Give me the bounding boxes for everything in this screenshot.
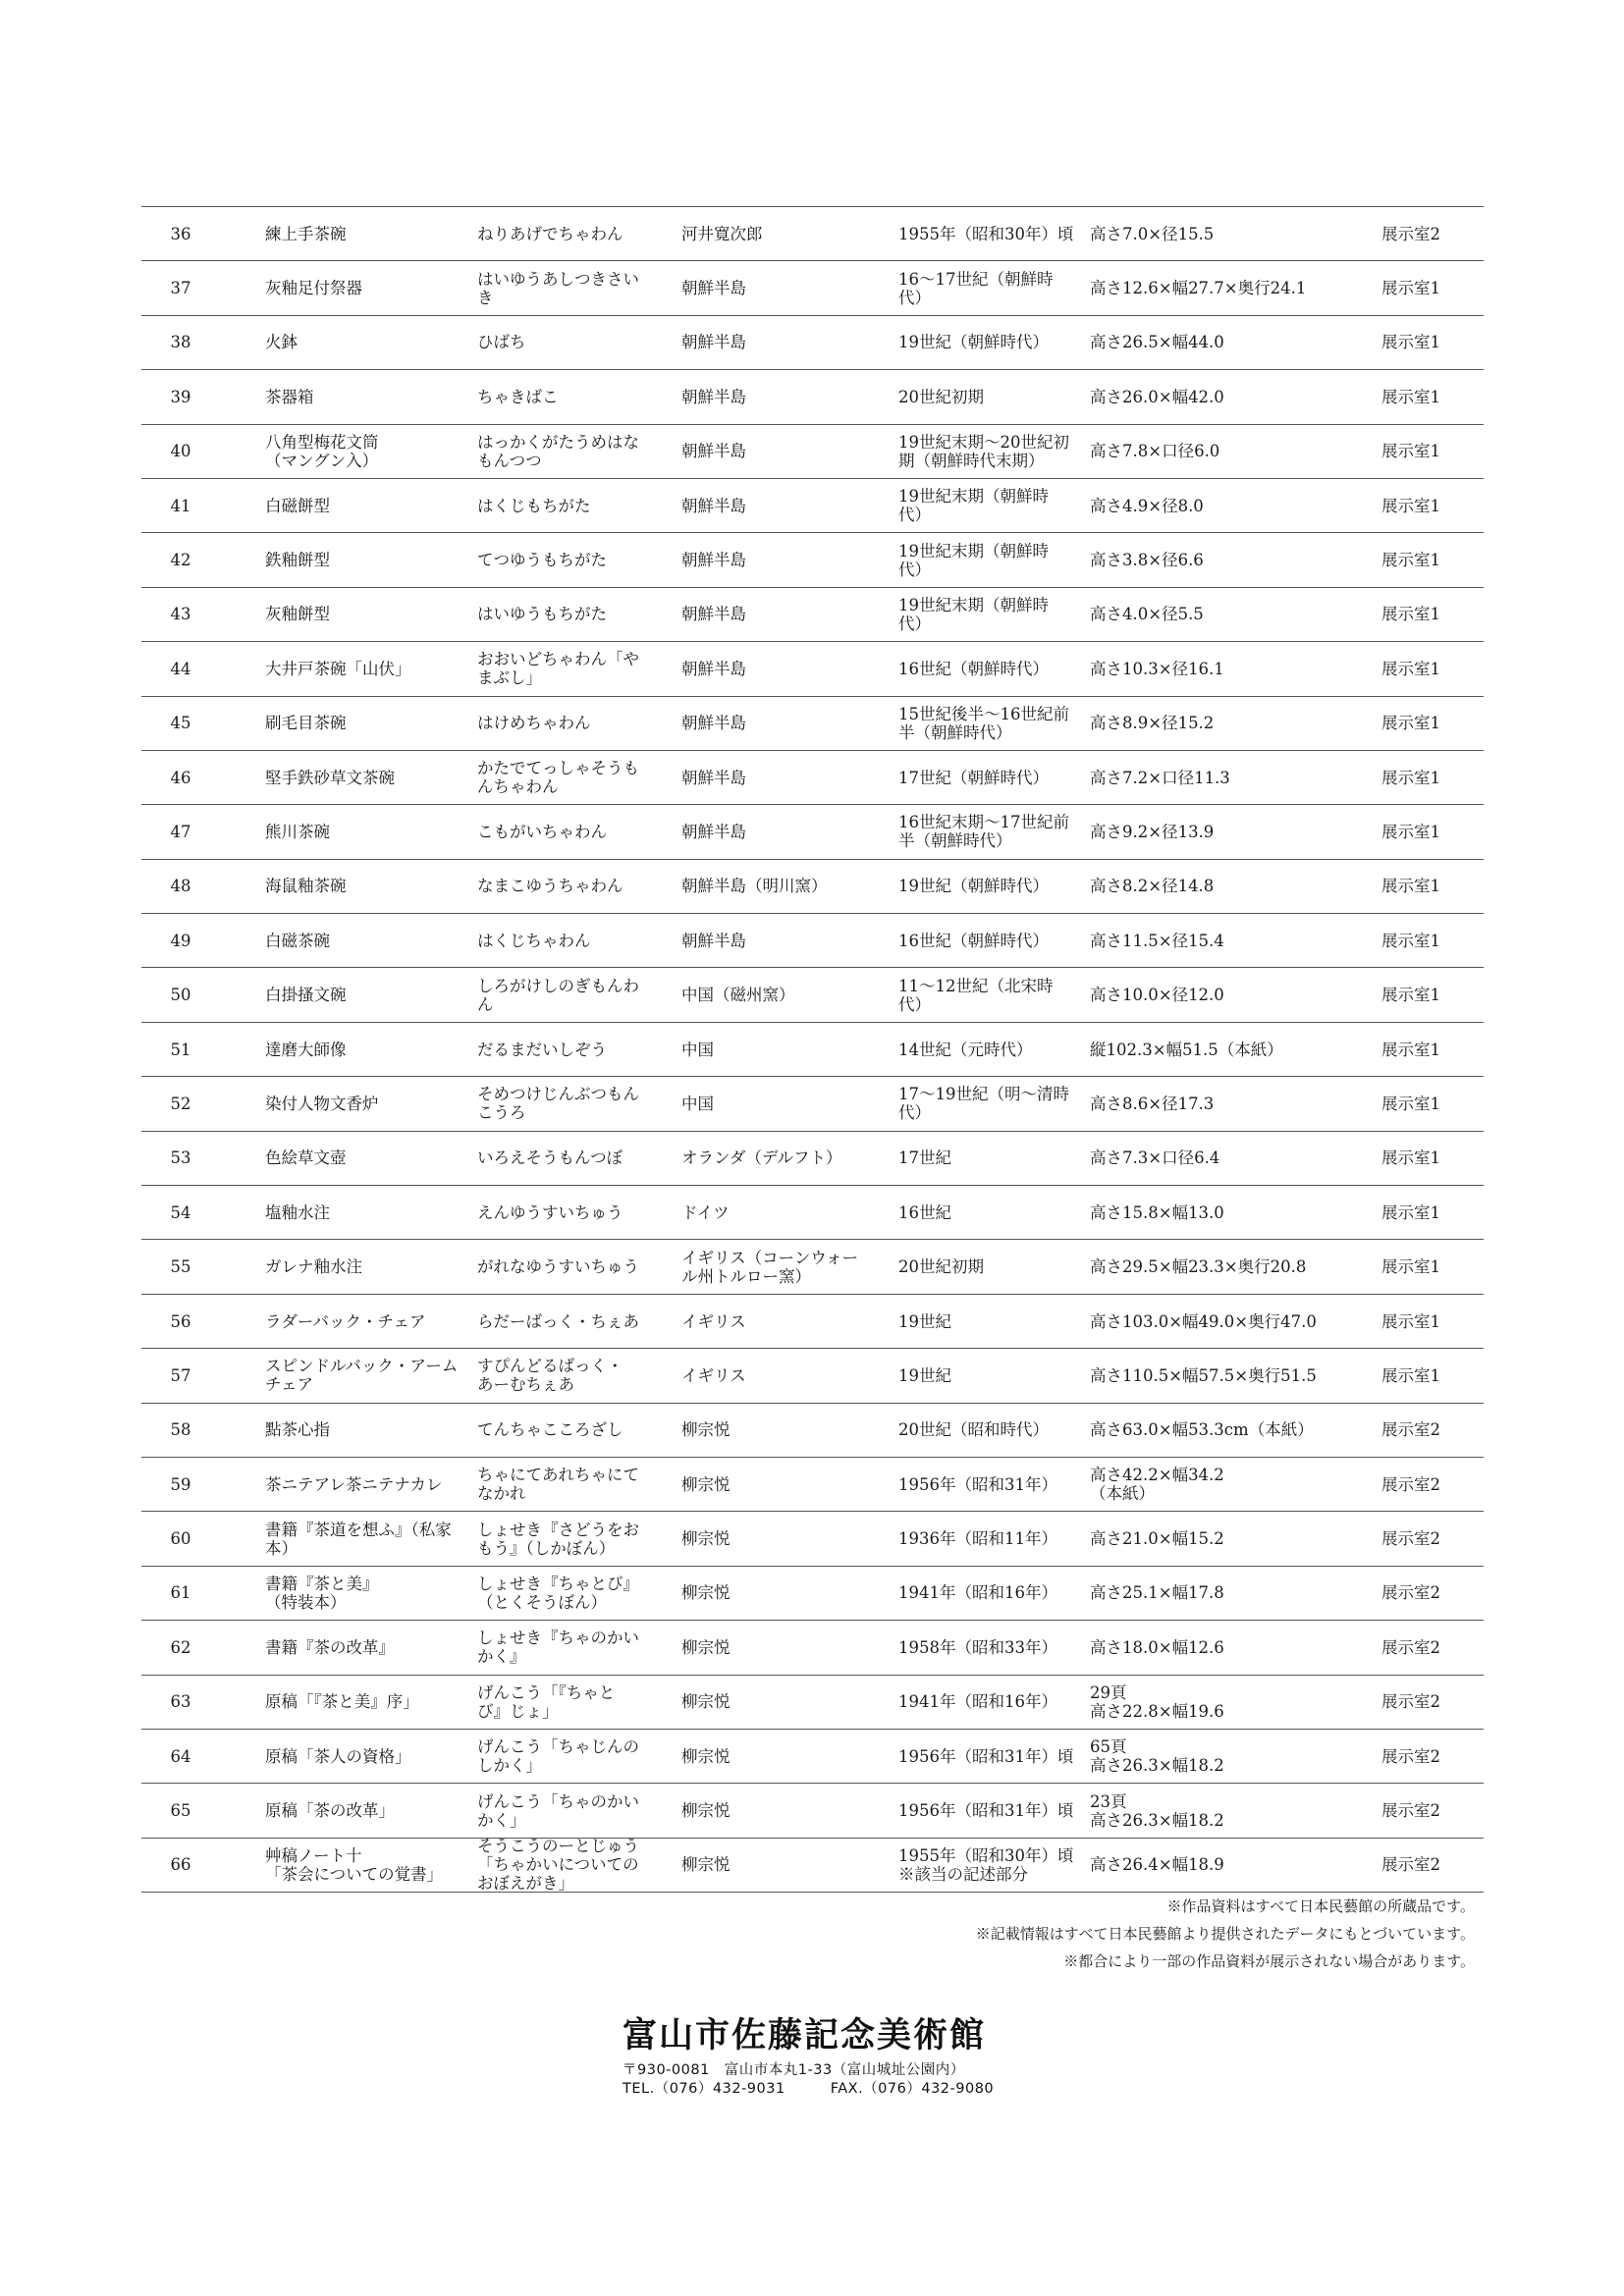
item-title: 染付人物文香炉 [265, 1094, 379, 1113]
table-row [141, 1676, 1484, 1730]
item-number: 39 [170, 387, 191, 406]
table-row [141, 207, 1484, 261]
item-era: 14世紀（元時代） [898, 1040, 1033, 1059]
item-origin: 柳宗悦 [681, 1420, 731, 1440]
item-exhibition-room: 展示室2 [1381, 1746, 1440, 1766]
table-row [141, 1621, 1484, 1675]
item-reading: しょせき『さどうをお もう』（しかぼん） [477, 1520, 639, 1558]
item-origin: 朝鮮半島 [681, 333, 746, 352]
item-dimensions: 65頁 高さ26.3×幅18.2 [1090, 1737, 1224, 1776]
item-dimensions: 23頁 高さ26.3×幅18.2 [1090, 1791, 1224, 1830]
item-exhibition-room: 展示室1 [1381, 768, 1440, 787]
item-number: 54 [170, 1202, 191, 1222]
item-origin: 柳宗悦 [681, 1529, 731, 1549]
item-number: 52 [170, 1094, 191, 1113]
item-era: 15世紀後半〜16世紀前 半（朝鮮時代） [898, 704, 1069, 742]
item-reading: こもがいちゃわん [477, 822, 607, 841]
item-exhibition-room: 展示室1 [1381, 605, 1440, 624]
table-row [141, 1132, 1484, 1186]
item-origin: 柳宗悦 [681, 1692, 731, 1712]
item-era: 19世紀（朝鮮時代） [898, 877, 1049, 896]
item-reading: すぴんどるばっく・ あーむちぇあ [477, 1357, 623, 1395]
item-title: 火鉢 [265, 333, 298, 352]
item-exhibition-room: 展示室1 [1381, 333, 1440, 352]
item-exhibition-room: 展示室1 [1381, 714, 1440, 733]
item-origin: 柳宗悦 [681, 1637, 731, 1657]
museum-name: 富山市佐藤記念美術館 [623, 2015, 987, 2056]
table-row [141, 1186, 1484, 1240]
item-reading: いろえそうもんつぼ [477, 1148, 623, 1168]
item-era: 17世紀 [898, 1148, 951, 1168]
item-exhibition-room: 展示室1 [1381, 496, 1440, 515]
item-reading: えんゆうすいちゅう [477, 1202, 623, 1222]
item-number: 41 [170, 496, 191, 515]
table-row [141, 914, 1484, 968]
item-reading: かたでてっしゃそうも んちゃわん [477, 759, 639, 797]
item-number: 47 [170, 822, 191, 841]
item-origin: 朝鮮半島 [681, 551, 746, 570]
item-reading: ちゃきばこ [477, 387, 559, 406]
table-row [141, 261, 1484, 315]
item-number: 37 [170, 279, 191, 298]
item-title: 大井戸茶碗「山伏」 [265, 659, 411, 678]
item-number: 51 [170, 1040, 191, 1059]
item-era: 1936年（昭和11年） [898, 1529, 1057, 1549]
museum-footer [623, 2014, 1015, 2099]
item-title: ラダーバック・チェア [265, 1311, 426, 1331]
telephone: TEL.（076）432-9031 [623, 2081, 785, 2097]
item-era: 19世紀末期（朝鮮時 代） [898, 487, 1049, 525]
table-row [141, 1784, 1484, 1838]
item-title: 鉄釉餅型 [265, 551, 330, 570]
item-dimensions: 高さ4.9×径8.0 [1090, 496, 1204, 515]
item-reading: ちゃにてあれちゃにて なかれ [477, 1466, 639, 1504]
item-dimensions: 高さ25.1×幅17.8 [1090, 1583, 1224, 1603]
item-dimensions: 高さ11.5×径15.4 [1090, 931, 1224, 950]
item-reading: ねりあげでちゃわん [477, 224, 623, 243]
item-origin: オランダ（デルフト） [681, 1148, 842, 1168]
item-title: 熊川茶碗 [265, 822, 330, 841]
item-number: 59 [170, 1474, 191, 1494]
table-row [141, 425, 1484, 479]
item-exhibition-room: 展示室1 [1381, 1148, 1440, 1168]
item-reading: しょせき『ちゃとび』 （とくそうぼん） [477, 1574, 639, 1612]
table-row [141, 860, 1484, 914]
item-era: 16世紀（朝鮮時代） [898, 659, 1049, 678]
item-origin: 中国（磁州窯） [681, 986, 795, 1005]
item-title: 色絵草文壺 [265, 1148, 347, 1168]
item-era: 17〜19世紀（明〜清時 代） [898, 1085, 1069, 1123]
item-origin: 朝鮮半島 [681, 822, 746, 841]
item-dimensions: 高さ110.5×幅57.5×奥行51.5 [1090, 1365, 1317, 1385]
item-dimensions: 高さ21.0×幅15.2 [1090, 1529, 1224, 1549]
item-number: 48 [170, 877, 191, 896]
table-row [141, 1567, 1484, 1621]
item-origin: 柳宗悦 [681, 1583, 731, 1603]
table-row [141, 1295, 1484, 1349]
item-origin: 朝鮮半島 [681, 659, 746, 678]
item-era: 16〜17世紀（朝鮮時 代） [898, 269, 1054, 307]
item-title: 書籍『茶の改革』 [265, 1637, 395, 1657]
item-number: 42 [170, 551, 191, 570]
item-era: 19世紀 [898, 1311, 951, 1331]
item-dimensions: 高さ4.0×径5.5 [1090, 605, 1204, 624]
item-title: スピンドルバック・アーム チェア [265, 1357, 459, 1395]
item-exhibition-room: 展示室1 [1381, 442, 1440, 461]
item-reading: おおいどちゃわん「や まぶし」 [477, 650, 639, 688]
item-title: 白掛搔文碗 [265, 986, 347, 1005]
item-exhibition-room: 展示室1 [1381, 931, 1440, 950]
table-row [141, 968, 1484, 1022]
item-dimensions: 高さ7.2×口径11.3 [1090, 768, 1230, 787]
item-title: 灰釉餅型 [265, 605, 330, 624]
item-title: 原稿「『茶と美』序」 [265, 1692, 419, 1712]
item-title: 茶ニテアレ茶ニテナカレ [265, 1474, 443, 1494]
item-dimensions: 高さ10.3×径16.1 [1090, 659, 1224, 678]
item-reading: はいゆうあしつきさい き [477, 269, 639, 307]
item-number: 45 [170, 714, 191, 733]
item-exhibition-room: 展示室2 [1381, 1855, 1440, 1875]
item-title: 原稿「茶の改革」 [265, 1801, 395, 1821]
item-dimensions: 高さ15.8×幅13.0 [1090, 1202, 1224, 1222]
item-exhibition-room: 展示室1 [1381, 822, 1440, 841]
item-reading: なまこゆうちゃわん [477, 877, 623, 896]
item-exhibition-room: 展示室1 [1381, 1094, 1440, 1113]
item-number: 36 [170, 224, 191, 243]
exhibit-list-table [141, 206, 1484, 1893]
item-origin: 中国 [681, 1040, 714, 1059]
item-reading: てんちゃこころざし [477, 1420, 623, 1440]
footnote: ※作品資料はすべて日本民藝館の所蔵品です。 [1166, 1897, 1475, 1915]
item-origin: 朝鮮半島 [681, 496, 746, 515]
item-origin: 朝鮮半島 [681, 931, 746, 950]
item-reading: はくじもちがた [477, 496, 591, 515]
table-row [141, 1077, 1484, 1131]
table-row [141, 1839, 1484, 1893]
item-number: 53 [170, 1148, 191, 1168]
item-reading: しょせき『ちゃのかい かく』 [477, 1629, 639, 1667]
item-exhibition-room: 展示室1 [1381, 551, 1440, 570]
item-reading: はっかくがたうめはな もんつつ [477, 432, 639, 470]
item-title: 白磁茶碗 [265, 931, 330, 950]
item-era: 1956年（昭和31年）頃 [898, 1801, 1074, 1821]
item-number: 40 [170, 442, 191, 461]
table-row [141, 533, 1484, 587]
item-exhibition-room: 展示室1 [1381, 1202, 1440, 1222]
item-reading: だるまだいしぞう [477, 1040, 607, 1059]
item-era: 20世紀初期 [898, 1257, 984, 1277]
item-era: 1955年（昭和30年）頃 ※該当の記述部分 [898, 1845, 1074, 1884]
item-number: 65 [170, 1801, 191, 1821]
item-era: 1956年（昭和31年）頃 [898, 1746, 1074, 1766]
item-dimensions: 高さ42.2×幅34.2 （本紙） [1090, 1466, 1224, 1504]
item-dimensions: 高さ103.0×幅49.0×奥行47.0 [1090, 1311, 1317, 1331]
item-dimensions: 高さ18.0×幅12.6 [1090, 1637, 1224, 1657]
item-title: 練上手茶碗 [265, 224, 347, 243]
item-exhibition-room: 展示室1 [1381, 659, 1440, 678]
item-number: 57 [170, 1365, 191, 1385]
item-dimensions: 高さ29.5×幅23.3×奥行20.8 [1090, 1257, 1307, 1277]
item-title: 點茶心指 [265, 1420, 330, 1440]
item-exhibition-room: 展示室1 [1381, 1257, 1440, 1277]
item-title: 堅手鉄砂草文茶碗 [265, 768, 395, 787]
item-exhibition-room: 展示室1 [1381, 1311, 1440, 1331]
table-row [141, 370, 1484, 424]
item-number: 38 [170, 333, 191, 352]
item-title: 書籍『茶道を想ふ』（私家 本） [265, 1520, 452, 1558]
item-reading: ひばち [477, 333, 526, 352]
item-dimensions: 高さ8.6×径17.3 [1090, 1094, 1215, 1113]
item-origin: 柳宗悦 [681, 1855, 731, 1875]
item-origin: 朝鮮半島 [681, 714, 746, 733]
item-era: 19世紀末期（朝鮮時 代） [898, 541, 1049, 579]
item-exhibition-room: 展示室2 [1381, 1529, 1440, 1549]
item-reading: がれなゆうすいちゅう [477, 1257, 639, 1277]
item-exhibition-room: 展示室1 [1381, 1365, 1440, 1385]
item-exhibition-room: 展示室2 [1381, 1801, 1440, 1821]
item-origin: 柳宗悦 [681, 1801, 731, 1821]
item-era: 19世紀末期（朝鮮時 代） [898, 595, 1049, 633]
table-row [141, 316, 1484, 370]
item-exhibition-room: 展示室2 [1381, 1420, 1440, 1440]
item-dimensions: 高さ26.4×幅18.9 [1090, 1855, 1224, 1875]
item-reading: げんこう「ちゃじんの しかく」 [477, 1737, 639, 1776]
item-title: 海鼠釉茶碗 [265, 877, 347, 896]
table-row [141, 1458, 1484, 1512]
item-era: 19世紀末期〜20世紀初 期（朝鮮時代末期） [898, 432, 1069, 470]
item-reading: らだーばっく・ちぇあ [477, 1311, 639, 1331]
item-reading: げんこう「ちゃのかい かく」 [477, 1791, 639, 1830]
table-row [141, 1349, 1484, 1403]
item-reading: はけめちゃわん [477, 714, 591, 733]
table-row [141, 1512, 1484, 1566]
item-dimensions: 高さ3.8×径6.6 [1090, 551, 1204, 570]
item-dimensions: 高さ7.8×口径6.0 [1090, 442, 1220, 461]
item-exhibition-room: 展示室2 [1381, 224, 1440, 243]
item-number: 44 [170, 659, 191, 678]
item-number: 66 [170, 1855, 191, 1875]
item-dimensions: 高さ26.0×幅42.0 [1090, 387, 1224, 406]
item-era: 19世紀（朝鮮時代） [898, 333, 1049, 352]
item-exhibition-room: 展示室1 [1381, 1040, 1440, 1059]
table-row [141, 697, 1484, 751]
table-row [141, 588, 1484, 642]
item-number: 43 [170, 605, 191, 624]
table-row [141, 1730, 1484, 1784]
item-origin: イギリス（コーンウォー ル州トルロー窯） [681, 1248, 859, 1286]
item-number: 58 [170, 1420, 191, 1440]
item-origin: 朝鮮半島 [681, 442, 746, 461]
item-origin: イギリス [681, 1311, 746, 1331]
item-era: 16世紀（朝鮮時代） [898, 931, 1049, 950]
item-origin: 中国 [681, 1094, 714, 1113]
item-reading: そめつけじんぶつもん こうろ [477, 1085, 639, 1123]
item-origin: イギリス [681, 1365, 746, 1385]
item-number: 63 [170, 1692, 191, 1712]
table-row [141, 1404, 1484, 1458]
item-number: 50 [170, 986, 191, 1005]
item-dimensions: 高さ63.0×幅53.3cm（本紙） [1090, 1420, 1314, 1440]
item-title: 茶器箱 [265, 387, 314, 406]
item-reading: げんこう「『ちゃと び』じょ」 [477, 1682, 616, 1721]
item-reading: はいゆうもちがた [477, 605, 607, 624]
item-exhibition-room: 展示室1 [1381, 387, 1440, 406]
item-title: 刷毛目茶碗 [265, 714, 347, 733]
table-row [141, 1023, 1484, 1077]
item-title: 達磨大師像 [265, 1040, 347, 1059]
table-row [141, 751, 1484, 805]
item-title: 八角型梅花文筒 （マングン入） [265, 432, 379, 470]
table-row [141, 642, 1484, 696]
item-number: 49 [170, 931, 191, 950]
item-exhibition-room: 展示室2 [1381, 1474, 1440, 1494]
item-exhibition-room: 展示室1 [1381, 279, 1440, 298]
item-origin: 柳宗悦 [681, 1474, 731, 1494]
item-reading: そうこうのーとじゅう 「ちゃかいについての おぼえがき」 [477, 1837, 639, 1894]
item-dimensions: 高さ8.9×径15.2 [1090, 714, 1215, 733]
item-dimensions: 高さ12.6×幅27.7×奥行24.1 [1090, 279, 1307, 298]
footnote: ※都合により一部の作品資料が展示されない場合があります。 [1063, 1952, 1475, 1970]
item-dimensions: 高さ7.3×口径6.4 [1090, 1148, 1220, 1168]
table-row [141, 805, 1484, 859]
item-era: 1956年（昭和31年） [898, 1474, 1057, 1494]
item-reading: しろがけしのぎもんわ ん [477, 976, 639, 1014]
item-era: 1941年（昭和16年） [898, 1692, 1057, 1712]
item-title: 原稿「茶人の資格」 [265, 1746, 411, 1766]
item-number: 46 [170, 768, 191, 787]
footnotes [976, 1893, 1475, 1975]
item-title: 塩釉水注 [265, 1202, 330, 1222]
item-origin: 柳宗悦 [681, 1746, 731, 1766]
item-origin: 朝鮮半島 [681, 387, 746, 406]
item-dimensions: 高さ10.0×径12.0 [1090, 986, 1224, 1005]
item-origin: 朝鮮半島 [681, 605, 746, 624]
table-row [141, 479, 1484, 533]
item-dimensions: 縦102.3×幅51.5（本紙） [1090, 1040, 1283, 1059]
item-era: 1941年（昭和16年） [898, 1583, 1057, 1603]
item-origin: 朝鮮半島（明川窯） [681, 877, 828, 896]
item-number: 64 [170, 1746, 191, 1766]
museum-address: 〒930-0081 富山市本丸1-33（富山城址公園内） [623, 2062, 965, 2078]
item-era: 1958年（昭和33年） [898, 1637, 1057, 1657]
fax: FAX.（076）432-9080 [830, 2081, 995, 2097]
item-title: 灰釉足付祭器 [265, 279, 362, 298]
item-dimensions: 高さ26.5×幅44.0 [1090, 333, 1224, 352]
museum-contact [623, 2080, 1015, 2099]
item-title: 艸稿ノート十 「茶会についての覚書」 [265, 1845, 444, 1884]
item-origin: 朝鮮半島 [681, 768, 746, 787]
item-number: 56 [170, 1311, 191, 1331]
item-number: 55 [170, 1257, 191, 1277]
item-title: 書籍『茶と美』 （特装本） [265, 1574, 379, 1612]
item-era: 17世紀（朝鮮時代） [898, 768, 1049, 787]
item-dimensions: 高さ8.2×径14.8 [1090, 877, 1215, 896]
item-reading: てつゆうもちがた [477, 551, 607, 570]
item-era: 20世紀（昭和時代） [898, 1420, 1049, 1440]
item-dimensions: 29頁 高さ22.8×幅19.6 [1090, 1682, 1224, 1721]
item-era: 11〜12世紀（北宋時 代） [898, 976, 1054, 1014]
item-origin: 河井寛次郎 [681, 224, 763, 243]
item-exhibition-room: 展示室2 [1381, 1637, 1440, 1657]
item-era: 1955年（昭和30年）頃 [898, 224, 1074, 243]
item-title: 白磁餅型 [265, 496, 330, 515]
item-number: 62 [170, 1637, 191, 1657]
table-row [141, 1240, 1484, 1294]
item-dimensions: 高さ9.2×径13.9 [1090, 822, 1215, 841]
item-era: 16世紀 [898, 1202, 951, 1222]
item-dimensions: 高さ7.0×径15.5 [1090, 224, 1215, 243]
item-origin: ドイツ [681, 1202, 730, 1222]
item-title: ガレナ釉水注 [265, 1257, 362, 1277]
item-era: 16世紀末期〜17世紀前 半（朝鮮時代） [898, 813, 1069, 851]
item-exhibition-room: 展示室1 [1381, 877, 1440, 896]
item-number: 60 [170, 1529, 191, 1549]
item-exhibition-room: 展示室1 [1381, 986, 1440, 1005]
item-reading: はくじちゃわん [477, 931, 591, 950]
item-origin: 朝鮮半島 [681, 279, 746, 298]
item-exhibition-room: 展示室2 [1381, 1583, 1440, 1603]
item-exhibition-room: 展示室2 [1381, 1692, 1440, 1712]
item-era: 20世紀初期 [898, 387, 984, 406]
item-number: 61 [170, 1583, 191, 1603]
item-era: 19世紀 [898, 1365, 951, 1385]
footnote: ※記載情報はすべて日本民藝館より提供されたデータにもとづいています。 [975, 1925, 1475, 1943]
